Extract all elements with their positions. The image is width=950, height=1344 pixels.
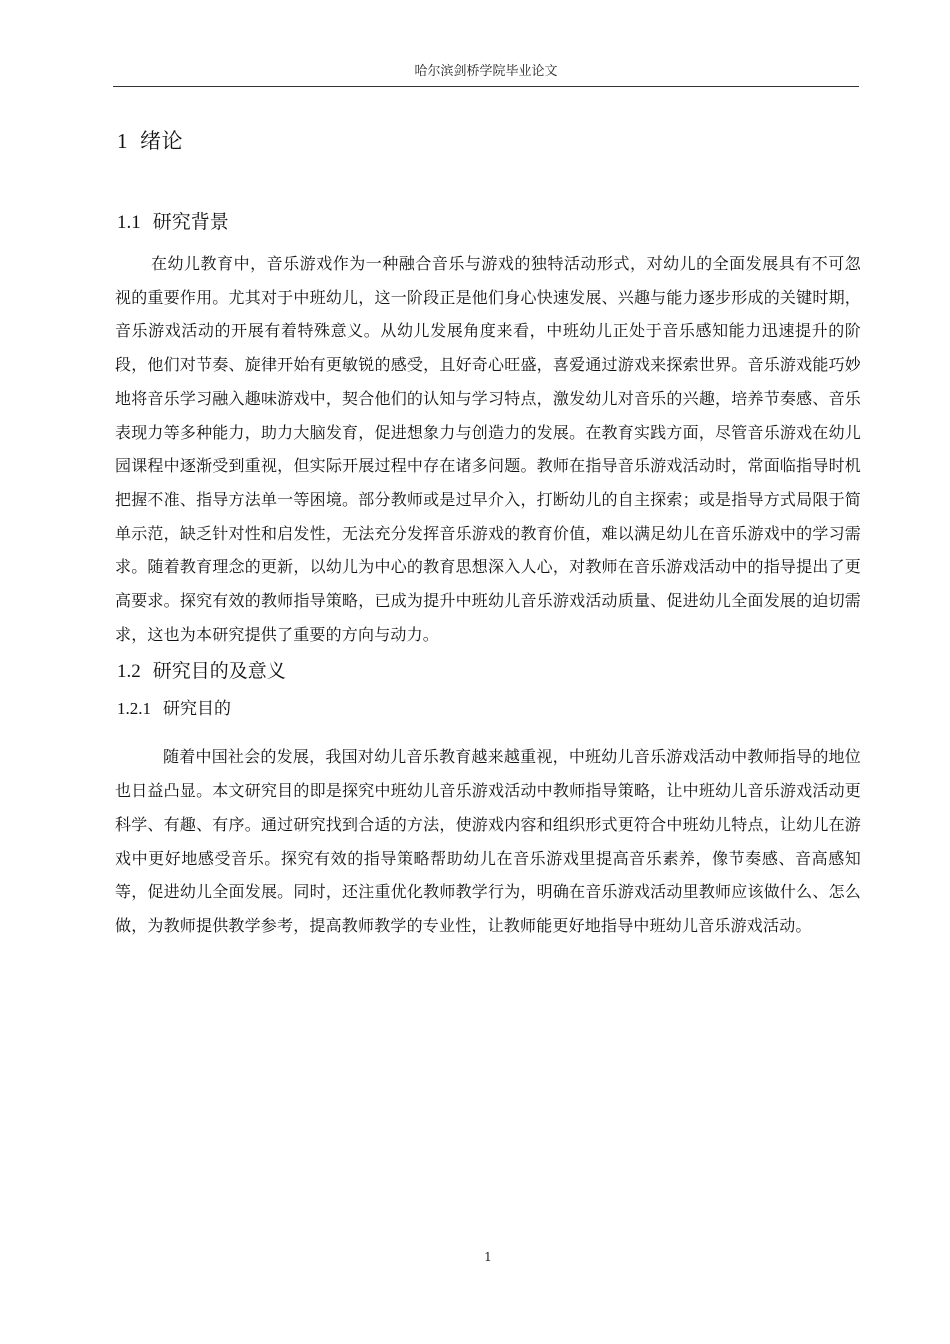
subsection-title: 研究目的: [163, 699, 231, 720]
section-number: 1.2: [117, 661, 141, 683]
subsection-number: 1.2.1: [117, 699, 151, 719]
subsection-heading-purpose: [117, 696, 861, 722]
section-heading-purpose: [117, 657, 861, 686]
page-body: [115, 110, 861, 943]
running-header: 哈尔滨剑桥学院毕业论文: [414, 64, 558, 79]
section-title: 研究目的及意义: [152, 660, 286, 683]
section-number: 1.1: [117, 212, 141, 233]
purpose-paragraph: 随着中国社会的发展，我国对幼儿音乐教育越来越重视，中班幼儿音乐游戏活动中教师指导的地位也日益凸显。本文研究目的即是探究中班幼儿音乐游戏活动中教师指导策略，让中班幼儿音乐游戏活动更科学、有趣、有序。通过研究找到合适的方法，使游戏内容和组织形式更符合中班幼儿特点，让幼儿在游戏中更好地感受音乐。探究有效的指导策略帮助幼儿在音乐游戏里提高音乐素养，像节奏感、音高感知等，促进幼儿全面发展。同时，还注重优化教师教学行为，明确在音乐游戏活动里教师应该做什么、怎么做，为教师提供教学参考，提高教师教学的专业性，让教师能更好地指导中班幼儿音乐游戏活动。: [115, 747, 861, 935]
background-paragraph: 在幼儿教育中，音乐游戏作为一种融合音乐与游戏的独特活动形式，对幼儿的全面发展具有不可忽视的重要作用。尤其对于中班幼儿，这一阶段正是他们身心快速发展、兴趣与能力逐步形成的关键时期，音乐游戏活动的开展有着特殊意义。从幼儿发展角度来看，中班幼儿正处于音乐感知能力迅速提升的阶段，他们对节奏、旋律开始有更敏锐的感受，且好奇心旺盛，喜爱通过游戏来探索世界。音乐游戏能巧妙地将音乐学习融入趣味游戏中，契合他们的认知与学习特点，激发幼儿对音乐的兴趣，培养节奏感、音乐表现力等多种能力，助力大脑发育，促进想象力与创造力的发展。在教育实践方面，尽管音乐游戏在幼儿园课程中逐渐受到重视，但实际开展过程中存在诸多问题。教师在指导音乐游戏活动时，常面临指导时机把握不准、指导方法单一等困境。部分教师或是过早介入，打断幼儿的自主探索；或是指导方式局限于简单示范，缺乏针对性和启发性，无法充分发挥音乐游戏的教育价值，难以满足幼儿在音乐游戏中的学习需求。随着教育理念的更新，以幼儿为中心的教育思想深入人心，对教师在音乐游戏活动中的指导提出了更高要求。探究有效的教师指导策略，已成为提升中班幼儿音乐游戏活动质量、促进幼儿全面发展的迫切需求，这也为本研究提供了重要的方向与动力。: [115, 254, 861, 644]
chapter-number: 1: [117, 129, 128, 153]
chapter-heading: [117, 126, 861, 156]
page-number: 1: [484, 1250, 492, 1264]
header-rule: [113, 86, 859, 87]
section-title: 研究背景: [152, 211, 229, 233]
section-heading-background: [117, 208, 861, 237]
chapter-title: 绪论: [140, 129, 183, 153]
